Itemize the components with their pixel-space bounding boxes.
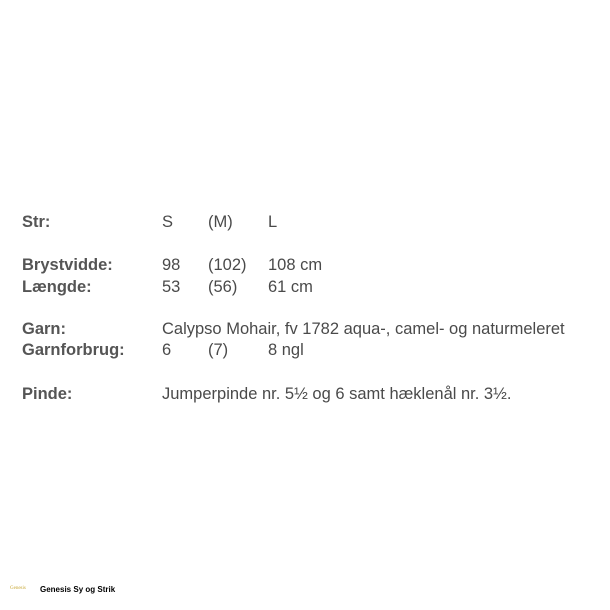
chest-m: (102) <box>208 256 247 274</box>
brand-name: Genesis Sy og Strik <box>40 585 116 594</box>
chest-row <box>0 254 610 276</box>
length-label: Længde: <box>22 278 92 296</box>
needles-label: Pinde: <box>22 385 73 403</box>
yarn-usage-row <box>0 339 610 361</box>
length-l: 61 cm <box>268 278 313 296</box>
size-s: S <box>162 213 174 231</box>
chest-s: 98 <box>162 256 181 274</box>
yarn-usage-s: 6 <box>162 341 172 359</box>
length-row <box>0 276 610 298</box>
size-m: (M) <box>208 213 233 231</box>
chest-l: 108 cm <box>268 256 323 274</box>
size-l: L <box>268 213 278 231</box>
yarn-value: Calypso Mohair, fv 1782 aqua-, camel- og naturmeleret <box>162 320 565 338</box>
size-row <box>0 211 610 233</box>
length-m: (56) <box>208 278 238 296</box>
needles-value: Jumperpinde nr. 5½ og 6 samt hæklenål nr. 3½. <box>162 385 512 403</box>
yarn-row <box>0 318 610 340</box>
yarn-label: Garn: <box>22 320 67 338</box>
yarn-usage-label: Garnforbrug: <box>22 341 125 359</box>
needles-row <box>0 383 610 405</box>
genesis-logo: Genesis <box>10 586 26 591</box>
yarn-usage-l: 8 ngl <box>268 341 304 359</box>
chest-label: Brystvidde: <box>22 256 113 274</box>
yarn-usage-m: (7) <box>208 341 229 359</box>
length-s: 53 <box>162 278 181 296</box>
size-label: Str: <box>22 213 51 231</box>
